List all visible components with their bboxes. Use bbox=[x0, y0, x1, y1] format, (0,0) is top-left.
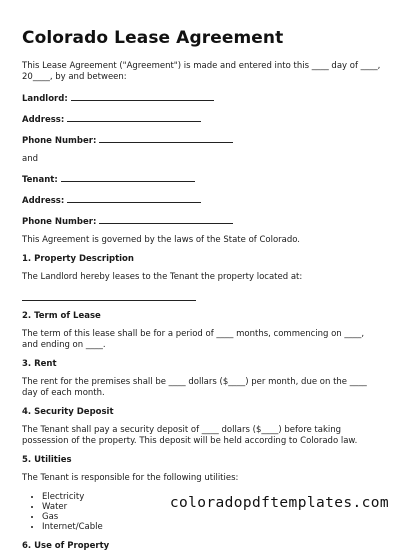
landlord-address-field bbox=[22, 112, 382, 125]
tenant-phone-field bbox=[22, 214, 382, 227]
tenant-address-label: Address: bbox=[22, 196, 65, 206]
section-2-text: The term of this lease shall be for a period of ____ months, commencing on ____, and ending on ____. bbox=[22, 329, 365, 350]
landlord-address-blank[interactable] bbox=[67, 112, 201, 122]
property-address-blank[interactable] bbox=[22, 291, 196, 301]
tenant-blank[interactable] bbox=[61, 172, 195, 182]
tenant-label: Tenant: bbox=[22, 175, 58, 185]
section-2-title: 2. Term of Lease bbox=[22, 311, 101, 321]
section-3-title: 3. Rent bbox=[22, 359, 57, 369]
lease-document bbox=[22, 28, 382, 559]
section-4-title: 4. Security Deposit bbox=[22, 407, 114, 417]
tenant-field bbox=[22, 172, 382, 185]
section-6-title: 6. Use of Property bbox=[22, 541, 110, 551]
tenant-phone-label: Phone Number: bbox=[22, 217, 97, 227]
section-4-text: The Tenant shall pay a security deposit of ____ dollars ($____) before taking possession of the property. This deposit will be held according to Colorado law. bbox=[22, 425, 358, 446]
watermark: coloradopdftemplates.com bbox=[169, 495, 389, 511]
intro-paragraph: This Lease Agreement ("Agreement") is made and entered into this ____ day of ____, 20____, by and between: bbox=[22, 61, 381, 82]
list-item: • Gas bbox=[42, 512, 382, 522]
tenant-address-field bbox=[22, 193, 382, 206]
governing-law-text: This Agreement is governed by the laws of the State of Colorado. bbox=[22, 235, 301, 245]
landlord-phone-blank[interactable] bbox=[99, 133, 233, 143]
list-item: • Water bbox=[42, 502, 382, 512]
landlord-address-label: Address: bbox=[22, 115, 65, 125]
landlord-label: Landlord: bbox=[22, 94, 68, 104]
section-1-text: The Landlord hereby leases to the Tenant the property located at: bbox=[22, 272, 303, 282]
and-text: and bbox=[22, 154, 38, 164]
document-title: Colorado Lease Agreement bbox=[22, 28, 284, 48]
section-1-title: 1. Property Description bbox=[22, 254, 134, 264]
list-item: • Internet/Cable bbox=[42, 522, 382, 532]
landlord-field bbox=[22, 91, 382, 104]
landlord-phone-field bbox=[22, 133, 382, 146]
landlord-phone-label: Phone Number: bbox=[22, 136, 97, 146]
tenant-phone-blank[interactable] bbox=[99, 214, 233, 224]
landlord-blank[interactable] bbox=[71, 91, 214, 101]
section-3-text: The rent for the premises shall be ____ dollars ($____) per month, due on the ____ day of each month. bbox=[22, 377, 367, 398]
section-5-text: The Tenant is responsible for the following utilities: bbox=[22, 473, 239, 483]
section-5-title: 5. Utilities bbox=[22, 455, 72, 465]
list-item: • Electricity bbox=[42, 492, 382, 502]
tenant-address-blank[interactable] bbox=[67, 193, 201, 203]
